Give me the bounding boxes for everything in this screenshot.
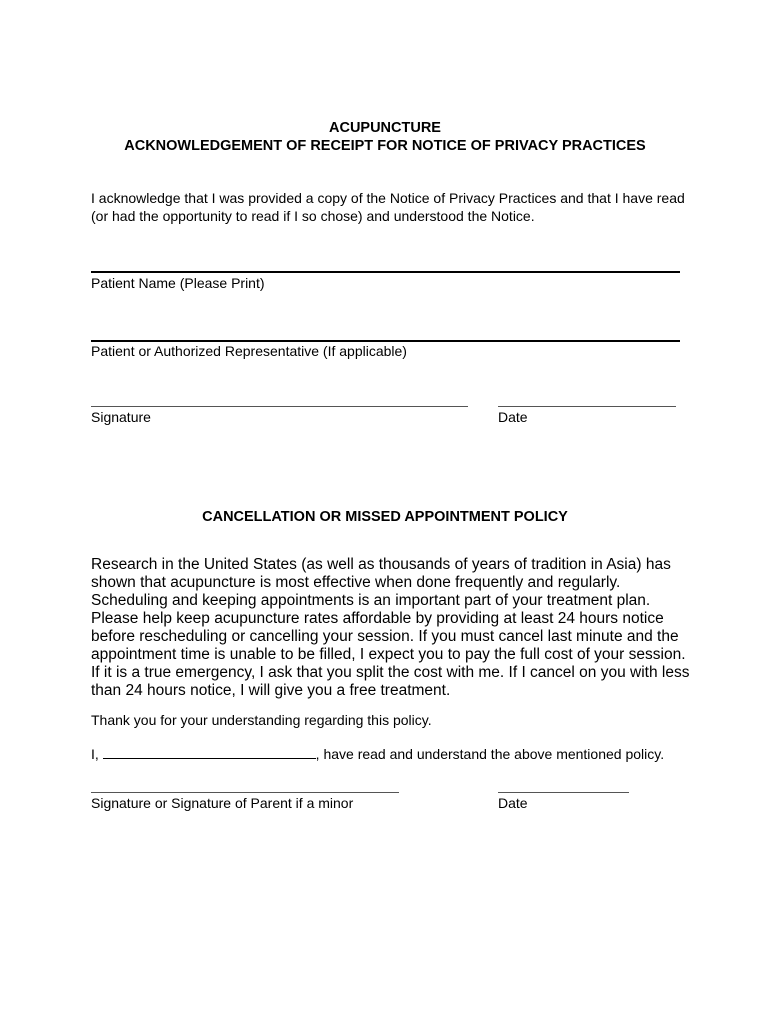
patient-name-label: Patient Name (Please Print): [91, 275, 265, 291]
patient-name-field[interactable]: [91, 271, 680, 273]
policy-line: than 24 hours notice, I will give you a free treatment.: [91, 682, 451, 699]
policy-line: Research in the United States (as well as thousands of years of tradition in Asia) has: [91, 556, 671, 573]
policy-heading: CANCELLATION OR MISSED APPOINTMENT POLICY: [202, 509, 568, 525]
acknowledgement-line-1: I acknowledge that I was provided a copy of the Notice of Privacy Practices and that I have read: [91, 190, 685, 206]
policy-signature-field[interactable]: [91, 792, 399, 793]
statement-prefix: I,: [91, 746, 103, 762]
policy-signature-label: Signature or Signature of Parent if a minor: [91, 795, 354, 811]
representative-field[interactable]: [91, 340, 680, 342]
policy-paragraph: [91, 556, 691, 700]
policy-line: shown that acupuncture is most effective when done frequently and regularly.: [91, 574, 621, 591]
acknowledgement-paragraph: [91, 189, 691, 225]
policy-line: If it is a true emergency, I ask that you split the cost with me. If I cancel on you with less: [91, 664, 690, 681]
policy-thanks: Thank you for your understanding regarding this policy.: [91, 712, 432, 728]
acknowledgement-signature-label: Signature: [91, 409, 151, 425]
acknowledgement-signature-field[interactable]: [91, 406, 468, 407]
policy-line: appointment time is unable to be filled, I expect you to pay the full cost of your session.: [91, 646, 686, 663]
policy-line: Please help keep acupuncture rates affordable by providing at least 24 hours notice: [91, 610, 664, 627]
acknowledgement-date-label: Date: [498, 409, 528, 425]
document-subtitle: ACKNOWLEDGEMENT OF RECEIPT FOR NOTICE OF PRIVACY PRACTICES: [124, 138, 646, 154]
policy-line: before rescheduling or cancelling your session. If you must cancel last minute and the: [91, 628, 679, 645]
policy-statement: [91, 745, 664, 763]
acknowledgement-date-field[interactable]: [498, 406, 676, 407]
document-title: ACUPUNCTURE: [329, 120, 441, 136]
statement-suffix: , have read and understand the above mentioned policy.: [315, 746, 665, 762]
acknowledgement-line-2: (or had the opportunity to read if I so chose) and understood the Notice.: [91, 208, 535, 224]
patient-name-blank[interactable]: [103, 745, 316, 759]
policy-date-field[interactable]: [498, 792, 629, 793]
policy-date-label: Date: [498, 795, 528, 811]
representative-label: Patient or Authorized Representative (If applicable): [91, 343, 407, 359]
policy-line: Scheduling and keeping appointments is an important part of your treatment plan.: [91, 592, 651, 609]
